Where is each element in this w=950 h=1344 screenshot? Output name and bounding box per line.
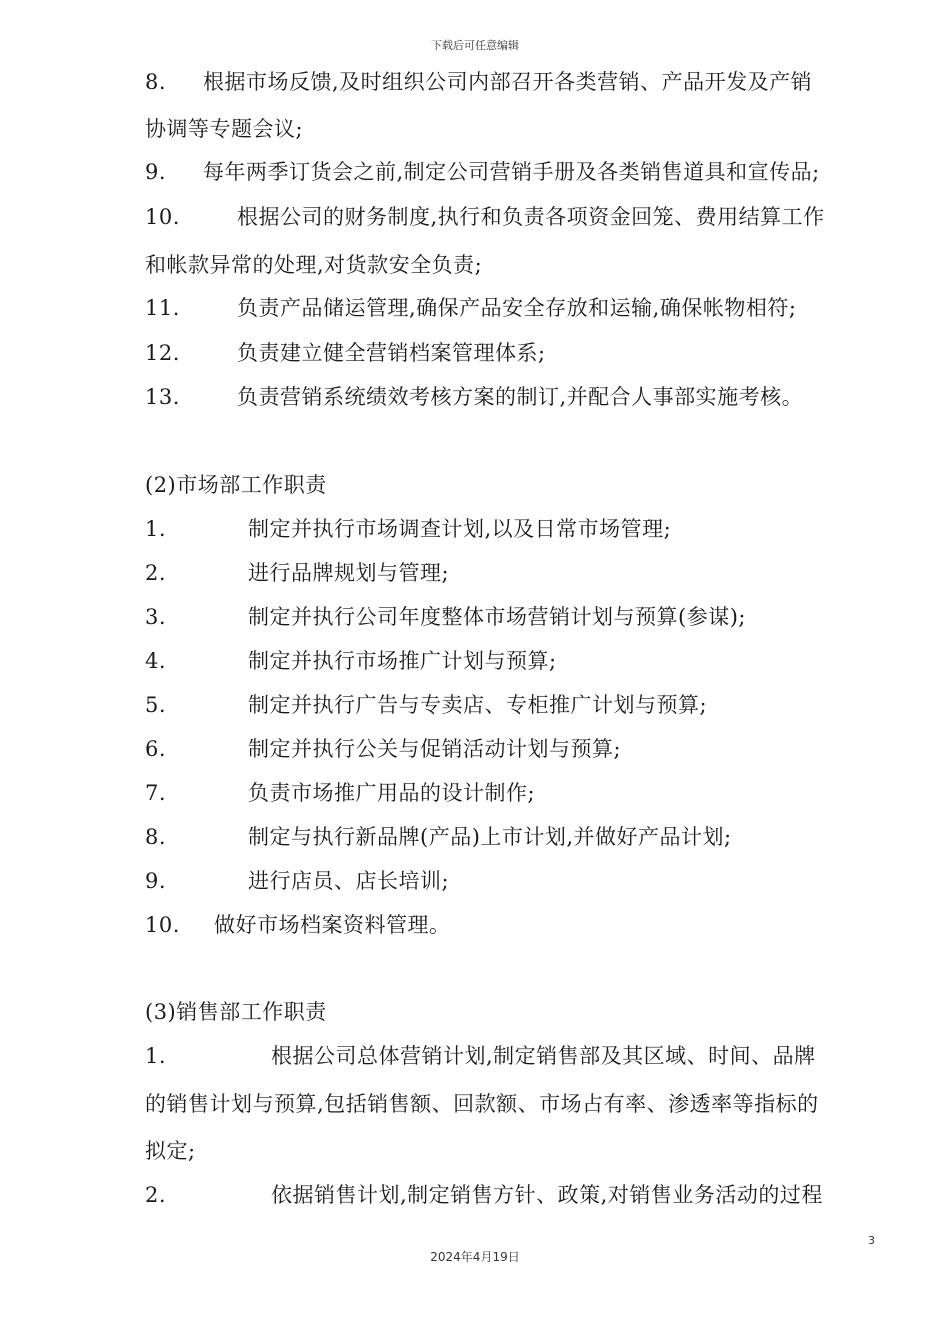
item-text: 和帐款异常的处理,对货款安全负责;: [145, 253, 483, 277]
item-number: 2.: [145, 561, 167, 585]
item-number: 10.: [145, 205, 180, 229]
list-item: [145, 559, 449, 587]
list-item: [145, 339, 546, 367]
list-item: [145, 867, 449, 895]
item-text: 的销售计划与预算,包括销售额、回款额、市场占有率、渗透率等指标的: [145, 1092, 819, 1116]
section-heading: (2)市场部工作职责: [145, 473, 327, 497]
item-text: 制定并执行公司年度整体市场营销计划与预算(参谋);: [248, 605, 746, 629]
item-text: 依据销售计划,制定销售方针、政策,对销售业务活动的过程: [271, 1183, 823, 1207]
item-number: 2.: [145, 1183, 167, 1207]
item-number: 10.: [145, 913, 180, 937]
item-text: 负责建立健全营销档案管理体系;: [237, 341, 546, 365]
list-item: [145, 68, 812, 96]
item-text: 每年两季订货会之前,制定公司营销手册及各类销售道具和宣传品;: [203, 160, 820, 184]
item-text: 根据市场反馈,及时组织公司内部召开各类营销、产品开发及产销: [203, 70, 813, 94]
item-number: 4.: [145, 649, 167, 673]
list-item: [145, 158, 820, 186]
item-number: 11.: [145, 296, 180, 320]
list-item: [145, 203, 825, 231]
item-number: 8.: [145, 70, 167, 94]
list-item-continuation: [145, 1137, 196, 1165]
item-number: 9.: [145, 160, 167, 184]
list-item: [145, 823, 732, 851]
list-item: [145, 515, 671, 543]
list-item-continuation: [145, 251, 482, 279]
item-text: 制定与执行新品牌(产品)上市计划,并做好产品计划;: [248, 825, 732, 849]
footer-date: 2024年4月19日: [430, 1250, 520, 1264]
list-item-continuation: [145, 115, 303, 143]
list-item: [145, 779, 535, 807]
item-text: 进行品牌规划与管理;: [248, 561, 450, 585]
list-item: [145, 1042, 816, 1070]
header-note: 下载后可任意编辑: [431, 39, 519, 52]
item-text: 根据公司总体营销计划,制定销售部及其区域、时间、品牌: [271, 1044, 816, 1068]
item-text: 进行店员、店长培训;: [248, 869, 450, 893]
item-text: 负责营销系统绩效考核方案的制订,并配合人事部实施考核。: [237, 385, 804, 409]
item-number: 8.: [145, 825, 167, 849]
item-text: 做好市场档案资料管理。: [214, 913, 451, 937]
item-number: 1.: [145, 1044, 167, 1068]
item-text: 制定并执行市场推广计划与预算;: [248, 649, 557, 673]
item-number: 5.: [145, 693, 167, 717]
item-number: 6.: [145, 737, 167, 761]
list-item: [145, 691, 707, 719]
item-number: 13.: [145, 385, 180, 409]
page-number: 3: [868, 1234, 875, 1247]
list-item: [145, 911, 451, 939]
list-item: [145, 603, 746, 631]
item-number: 1.: [145, 517, 167, 541]
item-text: 制定并执行广告与专卖店、专柜推广计划与预算;: [248, 693, 708, 717]
section-heading: (3)销售部工作职责: [145, 1000, 327, 1024]
item-number: 7.: [145, 781, 167, 805]
item-text: 负责产品储运管理,确保产品安全存放和运输,确保帐物相符;: [237, 296, 797, 320]
item-number: 9.: [145, 869, 167, 893]
item-text: 制定并执行公关与促销活动计划与预算;: [248, 737, 622, 761]
item-number: 12.: [145, 341, 180, 365]
list-item: [145, 735, 621, 763]
item-text: 根据公司的财务制度,执行和负责各项资金回笼、费用结算工作: [237, 205, 825, 229]
item-number: 3.: [145, 605, 167, 629]
list-item: [145, 383, 803, 411]
item-text: 拟定;: [145, 1139, 196, 1163]
list-item: [145, 294, 796, 322]
list-item: [145, 1181, 823, 1209]
item-text: 协调等专题会议;: [145, 117, 304, 141]
list-item: [145, 647, 557, 675]
list-item-continuation: [145, 1090, 819, 1118]
item-text: 制定并执行市场调查计划,以及日常市场管理;: [248, 517, 672, 541]
item-text: 负责市场推广用品的设计制作;: [248, 781, 536, 805]
